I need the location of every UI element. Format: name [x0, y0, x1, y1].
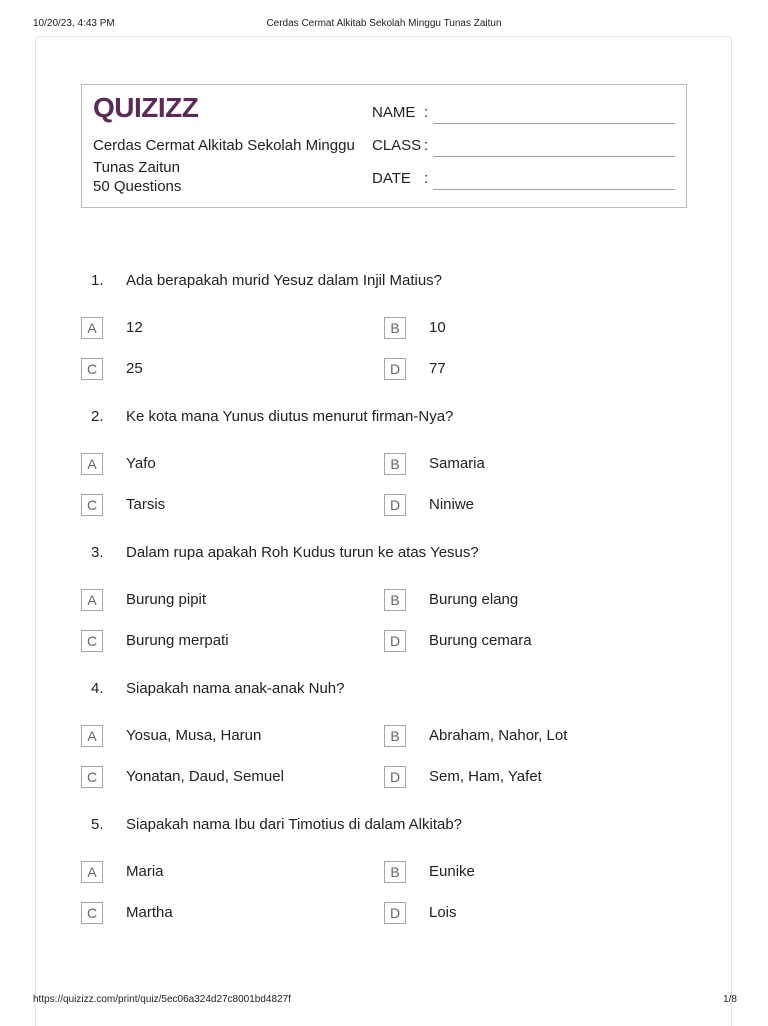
question-item — [81, 816, 691, 946]
answer-option-c[interactable] — [81, 630, 381, 654]
option-letter-box[interactable]: A — [81, 453, 103, 475]
option-text: Burung pipit — [126, 591, 207, 608]
answer-option-d[interactable] — [384, 494, 684, 518]
question-item — [81, 408, 691, 538]
class-field[interactable] — [433, 156, 675, 157]
option-letter-box[interactable]: C — [81, 630, 103, 652]
name-colon: : — [424, 104, 429, 121]
answer-option-a[interactable] — [81, 861, 381, 885]
option-letter-box[interactable]: A — [81, 861, 103, 883]
option-letter-box[interactable]: B — [384, 589, 406, 611]
option-text: Niniwe — [429, 496, 475, 513]
date-colon: : — [424, 170, 429, 187]
date-field[interactable] — [433, 189, 675, 190]
option-letter-box[interactable]: C — [81, 494, 103, 516]
option-text: 12 — [126, 319, 143, 336]
option-letter-box[interactable]: D — [384, 766, 406, 788]
question-item — [81, 544, 691, 674]
answer-option-b[interactable] — [384, 589, 684, 613]
option-text: Burung cemara — [429, 632, 532, 649]
page-number: 1/8 — [723, 994, 737, 1005]
option-text: Burung merpati — [126, 632, 229, 649]
option-text: Burung elang — [429, 591, 519, 608]
option-text: Yonatan, Daud, Semuel — [126, 768, 284, 785]
option-text: 77 — [429, 360, 446, 377]
option-letter-box[interactable]: C — [81, 902, 103, 924]
option-text: 25 — [126, 360, 143, 377]
answer-option-b[interactable] — [384, 317, 684, 341]
option-letter-box[interactable]: C — [81, 358, 103, 380]
answer-option-b[interactable] — [384, 725, 684, 749]
option-letter-box[interactable]: D — [384, 494, 406, 516]
option-text: 10 — [429, 319, 446, 336]
option-letter-box[interactable]: D — [384, 902, 406, 924]
class-label: CLASS — [372, 137, 422, 154]
answer-option-a[interactable] — [81, 453, 381, 477]
answer-option-a[interactable] — [81, 317, 381, 341]
option-letter-box[interactable]: A — [81, 317, 103, 339]
question-item — [81, 680, 691, 810]
option-letter-box[interactable]: B — [384, 861, 406, 883]
option-text: Tarsis — [126, 496, 166, 513]
print-header — [0, 18, 768, 32]
quizizz-logo: QUIZIZZ — [93, 92, 199, 123]
answer-option-d[interactable] — [384, 630, 684, 654]
question-text: Dalam rupa apakah Roh Kudus turun ke atas Yesus? — [126, 544, 479, 561]
answer-option-d[interactable] — [384, 358, 684, 382]
option-text: Eunike — [429, 863, 475, 880]
answer-option-d[interactable] — [384, 766, 684, 790]
print-footer — [0, 994, 768, 1008]
question-number: 5. — [91, 816, 104, 833]
answer-option-c[interactable] — [81, 494, 381, 518]
class-colon: : — [424, 137, 429, 154]
print-datetime: 10/20/23, 4:43 PM — [33, 18, 115, 29]
question-number: 3. — [91, 544, 104, 561]
option-text: Maria — [126, 863, 164, 880]
option-letter-box[interactable]: B — [384, 453, 406, 475]
option-letter-box[interactable]: B — [384, 317, 406, 339]
answer-option-c[interactable] — [81, 766, 381, 790]
answer-option-b[interactable] — [384, 453, 684, 477]
option-letter-box[interactable]: A — [81, 589, 103, 611]
option-text: Yosua, Musa, Harun — [126, 727, 262, 744]
question-item — [81, 272, 691, 402]
question-number: 1. — [91, 272, 104, 289]
name-field[interactable] — [433, 123, 675, 124]
question-text: Siapakah nama anak-anak Nuh? — [126, 680, 345, 697]
option-letter-box[interactable]: B — [384, 725, 406, 747]
option-text: Samaria — [429, 455, 485, 472]
question-number: 4. — [91, 680, 104, 697]
date-label: DATE — [372, 170, 411, 187]
option-text: Lois — [429, 904, 457, 921]
answer-option-c[interactable] — [81, 358, 381, 382]
question-text: Siapakah nama Ibu dari Timotius di dalam Alkitab? — [126, 816, 463, 833]
option-text: Sem, Ham, Yafet — [429, 768, 542, 785]
question-count: 50 Questions — [93, 178, 182, 195]
option-text: Martha — [126, 904, 173, 921]
option-letter-box[interactable]: A — [81, 725, 103, 747]
print-url: https://quizizz.com/print/quiz/5ec06a324d27c8001bd4827f — [33, 994, 291, 1005]
answer-option-a[interactable] — [81, 725, 381, 749]
answer-option-b[interactable] — [384, 861, 684, 885]
quiz-title: Cerdas Cermat Alkitab Sekolah Minggu Tunas Zaitun — [93, 137, 355, 176]
answer-option-d[interactable] — [384, 902, 684, 926]
answer-option-c[interactable] — [81, 902, 381, 926]
option-letter-box[interactable]: C — [81, 766, 103, 788]
question-number: 2. — [91, 408, 104, 425]
name-label: NAME — [372, 104, 416, 121]
question-text: Ada berapakah murid Yesuz dalam Injil Matius? — [126, 272, 443, 289]
option-text: Yafo — [126, 455, 156, 472]
option-letter-box[interactable]: D — [384, 358, 406, 380]
print-doc-title: Cerdas Cermat Alkitab Sekolah Minggu Tunas Zaitun — [266, 18, 502, 29]
option-letter-box[interactable]: D — [384, 630, 406, 652]
question-text: Ke kota mana Yunus diutus menurut firman-Nya? — [126, 408, 454, 425]
quiz-header-box — [81, 84, 687, 208]
answer-option-a[interactable] — [81, 589, 381, 613]
option-text: Abraham, Nahor, Lot — [429, 727, 568, 744]
